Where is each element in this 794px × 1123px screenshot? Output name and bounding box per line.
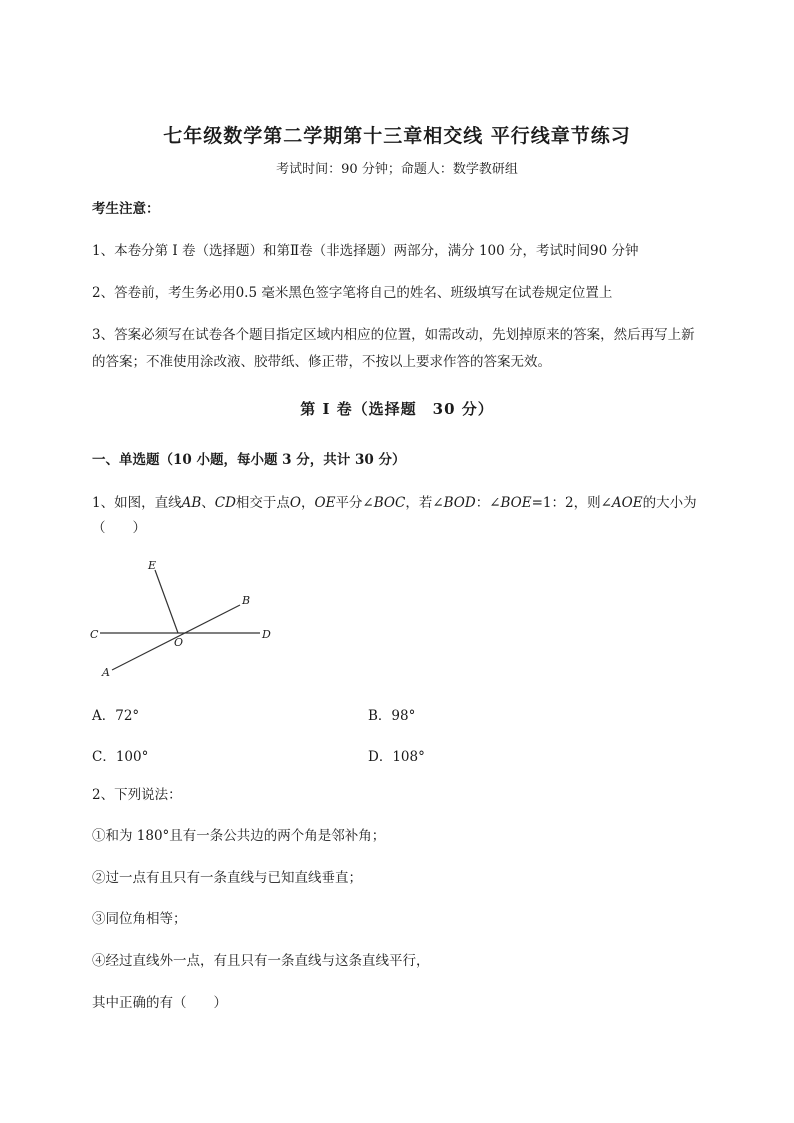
q2-statement-4: ④经过直线外一点，有且只有一条直线与这条直线平行，	[92, 953, 430, 969]
q2-statement-3: ③同位角相等；	[92, 911, 187, 927]
q1-var-o: O	[289, 495, 301, 511]
q1-text-f: ，若∠	[405, 495, 444, 511]
q1-option-a[interactable]: A．72°	[92, 708, 140, 724]
question-1-stem	[92, 489, 732, 517]
section-title: 第 I 卷（选择题 30 分）	[300, 400, 494, 418]
q1-text-e: 平分∠	[335, 495, 374, 511]
q1-option-c[interactable]: C．100°	[92, 749, 149, 765]
label-a: A	[102, 666, 110, 679]
notice-item-1: 1、本卷分第 I 卷（选择题）和第Ⅱ卷（非选择题）两部分，满分 100 分，考试时间90 分钟	[92, 243, 639, 259]
label-d: D	[262, 628, 271, 641]
q1-text-b: 、	[201, 495, 215, 511]
label-o: O	[174, 636, 184, 649]
q2-statement-2: ②过一点有且只有一条直线与已知直线垂直；	[92, 870, 362, 886]
ray-oe	[155, 570, 178, 633]
q1-text-g: ：∠	[475, 495, 501, 511]
notice-heading: 考生注意：	[92, 201, 160, 217]
q1-var-oe: OE	[314, 495, 336, 511]
q1-var-aoe: AOE	[611, 495, 643, 511]
q1-option-b[interactable]: B．98°	[368, 708, 416, 724]
q1-var-boc: BOC	[373, 495, 406, 511]
question-2-stem: 2、下列说法：	[92, 787, 182, 803]
notice-item-3-cont: 的答案；不准使用涂改液、胶带纸、修正带，不按以上要求作答的答案无效。	[92, 354, 551, 370]
q1-text-h: =1：2，则∠	[531, 495, 612, 511]
q1-var-cd: CD	[214, 495, 236, 511]
q2-statement-1: ①和为 180°且有一条公共边的两个角是邻补角；	[92, 828, 386, 844]
part-heading: 一、单选题（10 小题，每小题 3 分，共计 30 分）	[92, 452, 406, 468]
question-1-blank: （ ）	[92, 520, 146, 536]
page-subtitle: 考试时间：90 分钟；命题人：数学教研组	[276, 162, 518, 177]
q1-var-ab: AB	[181, 495, 202, 511]
q1-var-bod: BOD	[443, 495, 476, 511]
q1-var-boe: BOE	[500, 495, 532, 511]
q2-ask: 其中正确的有（ ）	[92, 995, 227, 1011]
q1-text-a: 1、如图，直线	[92, 495, 182, 511]
label-e: E	[148, 559, 157, 572]
q1-text-c: 相交于点	[235, 495, 290, 511]
q1-text-i: 的大小为	[642, 495, 697, 511]
q1-text-d: ，	[301, 495, 315, 511]
label-b: B	[242, 594, 251, 607]
q1-option-d[interactable]: D．108°	[368, 749, 425, 765]
intersecting-lines-figure	[86, 552, 286, 682]
notice-item-3: 3、答案必须写在试卷各个题目指定区域内相应的位置，如需改动，先划掉原来的答案，然后再写上新	[92, 327, 695, 343]
notice-item-2: 2、答卷前，考生务必用0.5 毫米黑色签字笔将自己的姓名、班级填写在试卷规定位置上	[92, 285, 613, 301]
page-title: 七年级数学第二学期第十三章相交线 平行线章节练习	[163, 125, 631, 147]
label-c: C	[90, 628, 99, 641]
